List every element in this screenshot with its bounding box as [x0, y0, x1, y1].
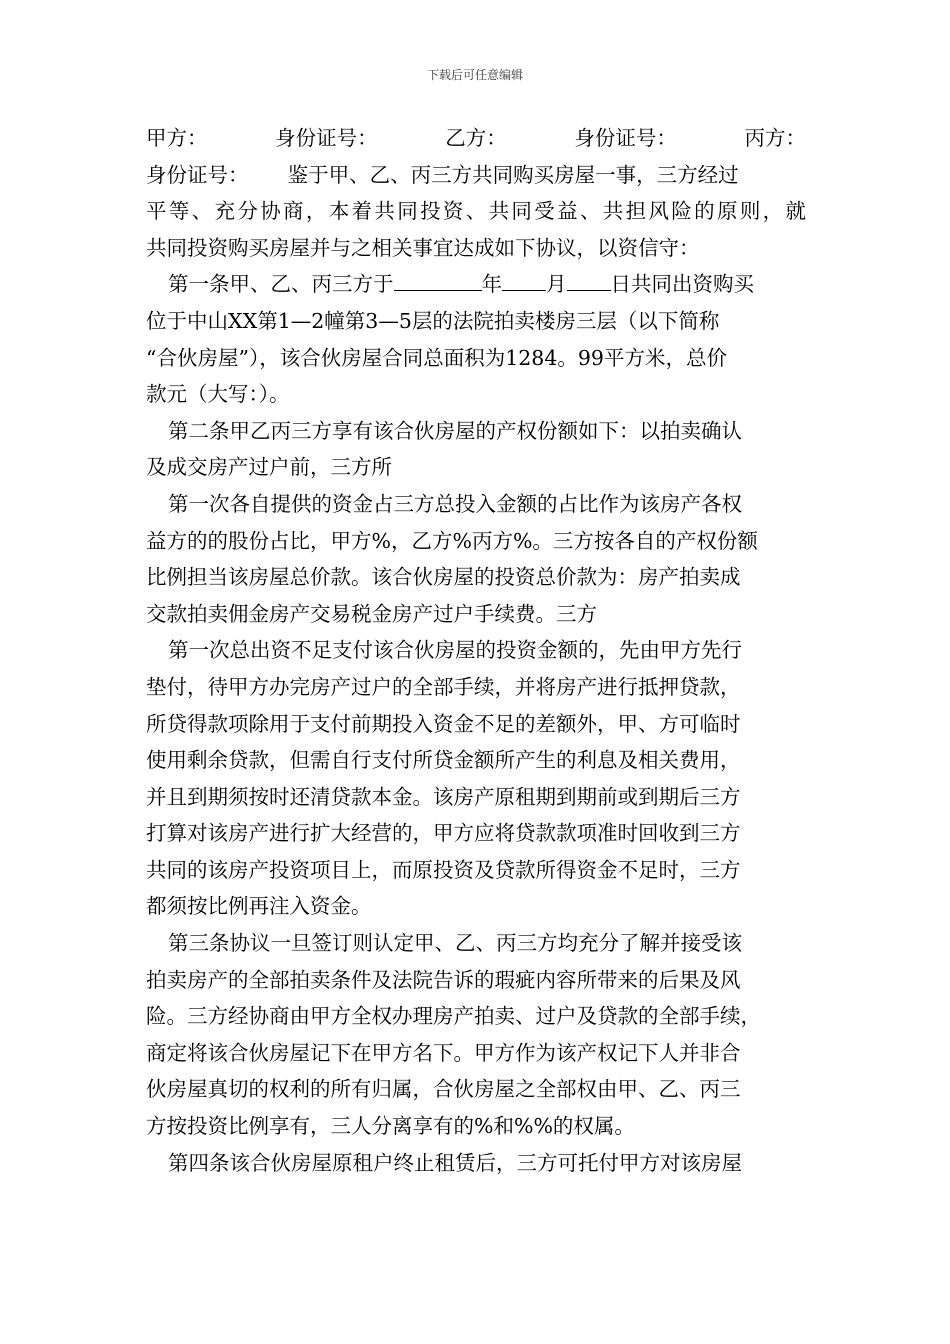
article-3-line: 伙房屋真切的权利的所有归属，合伙房屋之全部权由甲、乙、丙三 [146, 1077, 741, 1102]
paragraph-line: 使用剩余贷款，但需自行支付所贷金额所产生的利息及相关费用， [146, 748, 741, 773]
party-b-label: 乙方： [445, 126, 507, 150]
year-label: 年 [481, 272, 502, 297]
preamble-line: 平等、充分协商，本着共同投资、共同受益、共担风险的原则，就 [146, 199, 806, 224]
preamble-line: 身份证号： 鉴于甲、乙、丙三方共同购买房屋一事，三方经过 [146, 162, 739, 187]
paragraph-line: 共同的该房产投资项目上，而原投资及贷款所得资金不足时，三方 [146, 857, 741, 882]
page-header-note: 下载后可任意编辑 [426, 68, 523, 82]
paragraph-line: 第一次各自提供的资金占三方总投入金额的占比作为该房产各权 [168, 491, 742, 516]
article-2-line: 及成交房产过户前，三方所 [146, 455, 392, 480]
article-1-line: 位于中山XX第1—2幢第3—5层的法院拍卖楼房三层（以下简称 [146, 308, 720, 333]
month-blank [502, 266, 546, 291]
paragraph-line: 交款拍卖佣金房产交易税金房产过户手续费。三方 [146, 601, 597, 626]
document-body [146, 120, 806, 1181]
paragraph-line: 都须按比例再注入资金。 [146, 894, 372, 919]
article-3-line: 拍卖房产的全部拍卖条件及法院告诉的瑕疵内容所带来的后果及风 [146, 967, 741, 992]
paragraph-line: 比例担当该房屋总价款。该合伙房屋的投资总价款为：房产拍卖成 [146, 565, 741, 590]
preamble-line: 共同投资购买房屋并与之相关事宜达成如下协议，以资信守： [146, 235, 700, 260]
article-1-line: 款元（大写：）。 [146, 382, 290, 407]
article-1-line: “合伙房屋”），该合伙房屋合同总面积为1284。99平方米，总价 [146, 345, 727, 370]
year-blank [394, 266, 482, 291]
paragraph-line: 并且到期须按时还清贷款本金。该房产原租期到期前或到期后三方 [146, 784, 741, 809]
article-3-line: 险。三方经协商由甲方全权办理房产拍卖、过户及贷款的全部手续， [146, 1004, 761, 1029]
article-2-line: 第二条甲乙丙三方享有该合伙房屋的产权份额如下：以拍卖确认 [168, 418, 742, 443]
day-blank [567, 266, 611, 291]
article-3-line: 商定将该合伙房屋记下在甲方名下。甲方作为该产权记下人并非合 [146, 1040, 741, 1065]
party-a-label: 甲方： [146, 126, 208, 150]
paragraph-line: 打算对该房产进行扩大经营的，甲方应将贷款款项准时回收到三方 [146, 821, 741, 846]
month-label: 月 [546, 272, 567, 297]
paragraph-line: 垫付，待甲方办完房产过户的全部手续，并将房产进行抵押贷款， [146, 674, 741, 699]
article-1-suffix: 日共同出资购买 [610, 272, 754, 297]
article-1-prefix: 第一条甲、乙、丙三方于 [168, 272, 394, 297]
paragraph-line: 第一次总出资不足支付该合伙房屋的投资金额的，先由甲方先行 [168, 638, 742, 663]
paragraph-line: 所贷得款项除用于支付前期投入资金不足的差额外，甲、方可临时 [146, 711, 741, 736]
parties-row [146, 120, 806, 157]
article-1-date-line [146, 266, 806, 303]
party-a-id-label: 身份证号： [275, 126, 378, 150]
paragraph-line: 益方的的股份占比，甲方%，乙方%丙方%。三方按各自的产权份额 [146, 528, 758, 553]
article-3-line: 方按投资比例享有，三人分离享有的%和%%的权属。 [146, 1114, 635, 1139]
article-3-line: 第三条协议一旦签订则认定甲、乙、丙三方均充分了解并接受该 [168, 931, 742, 956]
article-4-line: 第四条该合伙房屋原租户终止租赁后，三方可托付甲方对该房屋 [168, 1150, 742, 1175]
party-b-id-label: 身份证号： [574, 126, 677, 150]
party-c-label: 丙方： [744, 126, 806, 150]
